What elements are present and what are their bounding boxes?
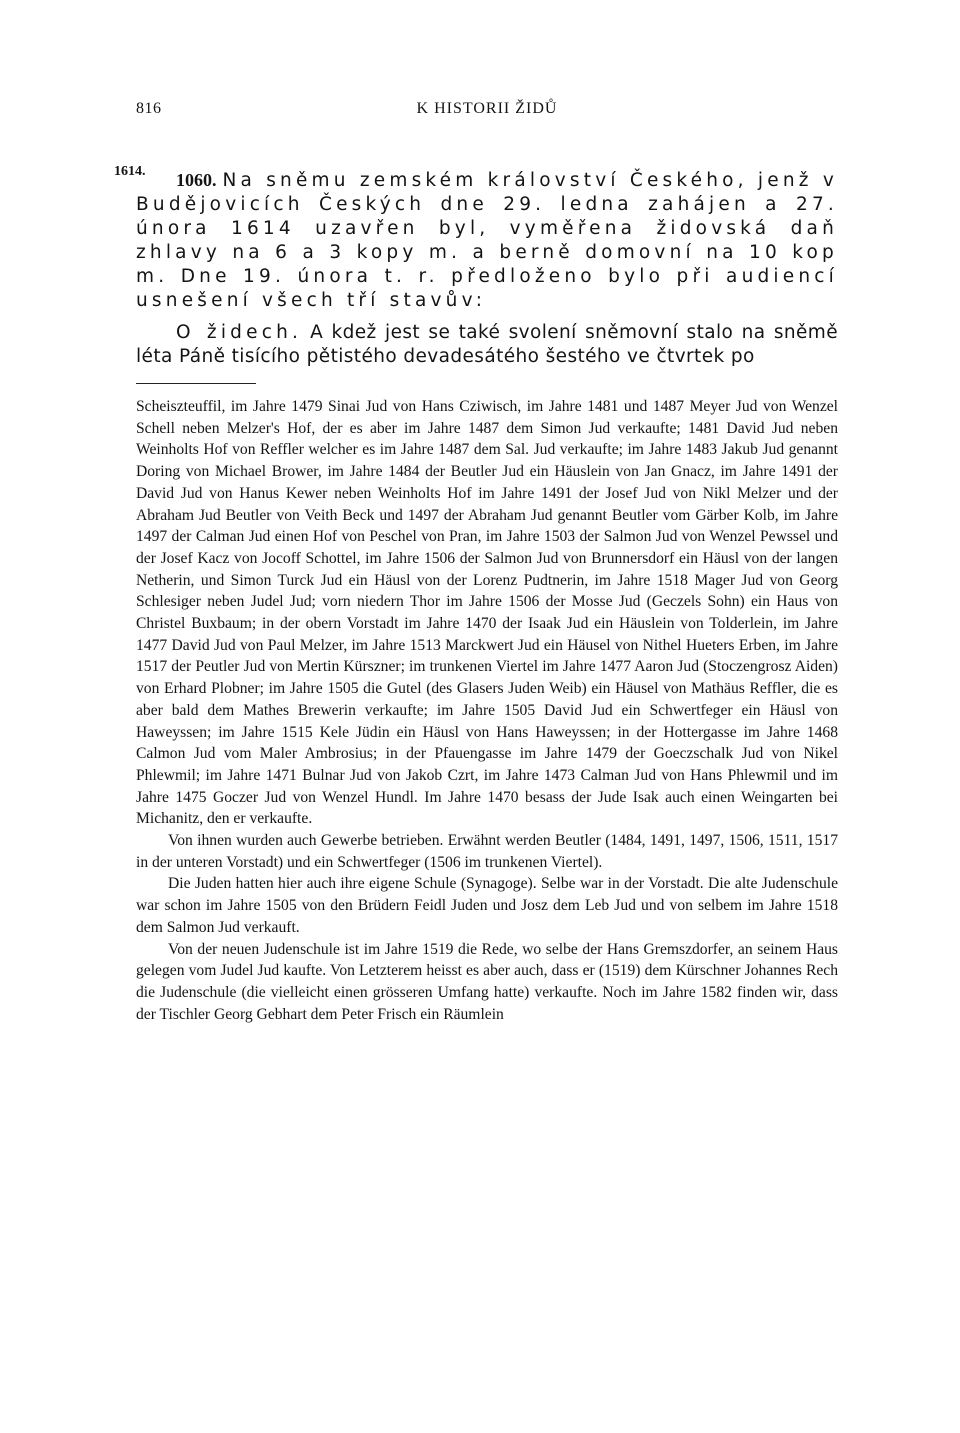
running-header [136,100,838,130]
margin-year: 1614. [114,164,146,179]
resolution-text: A kdež jest se také svolení sněmovní stalo na sněmě léta Páně tisícího pětistého devadesátého šestého ve čtvrtek po [136,322,838,367]
resolution-paragraph [136,321,838,369]
footnote-rule [136,383,256,384]
footnotes [136,396,838,1025]
entry-text-spaced: Na sněmu zemském království Českého, jenž v Budějovicích Českých dne 29. ledna zahájen a 27. února 1614 uzavřen byl, vyměřena židovská daň zhlavy na 6 a 3 kopy m. a berně domovní na 10 kop m. Dne 19. února t. r. předloženo bylo při audiencí usnešení všech tří stavův: [136,170,838,311]
footnote-paragraph: Die Juden hatten hier auch ihre eigene Schule (Synagoge). Selbe war in der Vorstadt. Die alte Judenschule war schon im Jahre 1505 von den Brüdern Feidl Juden und Josz dem Leb Jud und von selbem im Jahre 1518 dem Salmon Jud verkauft. [136,875,838,936]
page-number: 816 [136,100,162,117]
entry-number: 1060. [176,170,217,190]
page [114,100,838,1025]
main-text [136,168,838,369]
entry-paragraph [136,168,838,313]
resolution-heading: O židech. [176,322,303,343]
footnote-paragraph: Von ihnen wurden auch Gewerbe betrieben. Erwähnt werden Beutler (1484, 1491, 1497, 1506, 1511, 1517 in der unteren Vorstadt) und ein Schwertfeger (1506 im trunkenen Viertel). [136,832,838,871]
running-title: K HISTORII ŽIDŮ [416,100,558,117]
footnote-paragraph: Von der neuen Judenschule ist im Jahre 1519 die Rede, wo selbe der Hans Gremszdorfer, an seinem Haus gelegen vom Judel Jud kaufte. Von Letzterem heisst es aber auch, dass er (1519) dem Kürschner Johannes Rech die Judenschule (die vielleicht einen grösseren Umfang hatte) verkaufte. Noch im Jahre 1582 finden wir, dass der Tischler Georg Gebhart dem Peter Frisch ein Räumlein [136,940,838,1023]
footnote-paragraph: Scheiszteuffil, im Jahre 1479 Sinai Jud von Hans Cziwisch, im Jahre 1481 und 1487 Meyer Jud von Wenzel Schell neben Melzer's Hof, der es aber im Jahre 1487 dem Simon Jud verkaufte; 1481 David Jud neben Weinholts Hof von Reffler welcher es im Jahre 1487 dem Sal. Jud verkaufte; im Jahre 1483 Jakub Jud genannt Doring von Michael Brower, im Jahre 1484 der Beutler Jud ein Häuslein von Jan Gnacz, im Jahre 1491 der David Jud von Hanus Kewer neben Weinholts Hof im Jahre 1491 der Josef Jud von Nikl Melzer und der Abraham Jud Beutler von Veith Beck und 1497 der Abraham Jud genannt Beutler vom Gärber Kolb, im Jahre 1497 der Calman Jud einen Hof von Peschel von Pran, im Jahre 1503 der Salmon Jud von Wenzel Pewssel und der Josef Kacz von Jocoff Schottel, im Jahre 1506 der Salmon Jud von Brunnersdorf ein Häusl von der langen Netherin, und Simon Turck Jud ein Häusl von der Lorenz Pudtnerin, im Jahre 1518 Mager Jud von Georg Schlesiger neben Judel Jud; vorn niedern Thor im Jahre 1506 der Mosse Jud (Geczels Sohn) ein Haus von Christel Buxbaum; in der obern Vorstadt im Jahre 1470 der Isaak Jud ein Häuslein von Tolderlein, im Jahre 1477 David Jud von Paul Melzer, im Jahre 1513 Marckwert Jud ein Häusel von Nithel Hueters Erben, im Jahre 1517 der Peutler Jud von Mertin Kürszner; im trunkenen Viertel im Jahre 1477 Aaron Jud (Stoczengrosz Aiden) von Erhard Plobner; im Jahre 1505 die Gutel (des Glasers Juden Weib) ein Häusel von Mathäus Reffler, die es aber bald dem Mathes Brewerin verkaufte; im Jahre 1505 David Jud ein Schwertfeger ein Häusl von Haweyssen; im Jahre 1515 Kele Jüdin ein Häusl von Hans Haweyssen; in der Hottergasse im Jahre 1468 Calmon Jud vom Maler Ambrosius; in der Pfauengasse im Jahre 1479 der Goeczschalk Jud von Nikel Phlewmil; im Jahre 1471 Bulnar Jud von Jakob Czrt, im Jahre 1473 Calman Jud von Hans Phlewmil und im Jahre 1475 Goczer Jud von Wenzel Hundl. Im Jahre 1470 besass der Jude Isak auch einen Weingarten bei Michanitz, den er verkaufte. [136,398,838,828]
